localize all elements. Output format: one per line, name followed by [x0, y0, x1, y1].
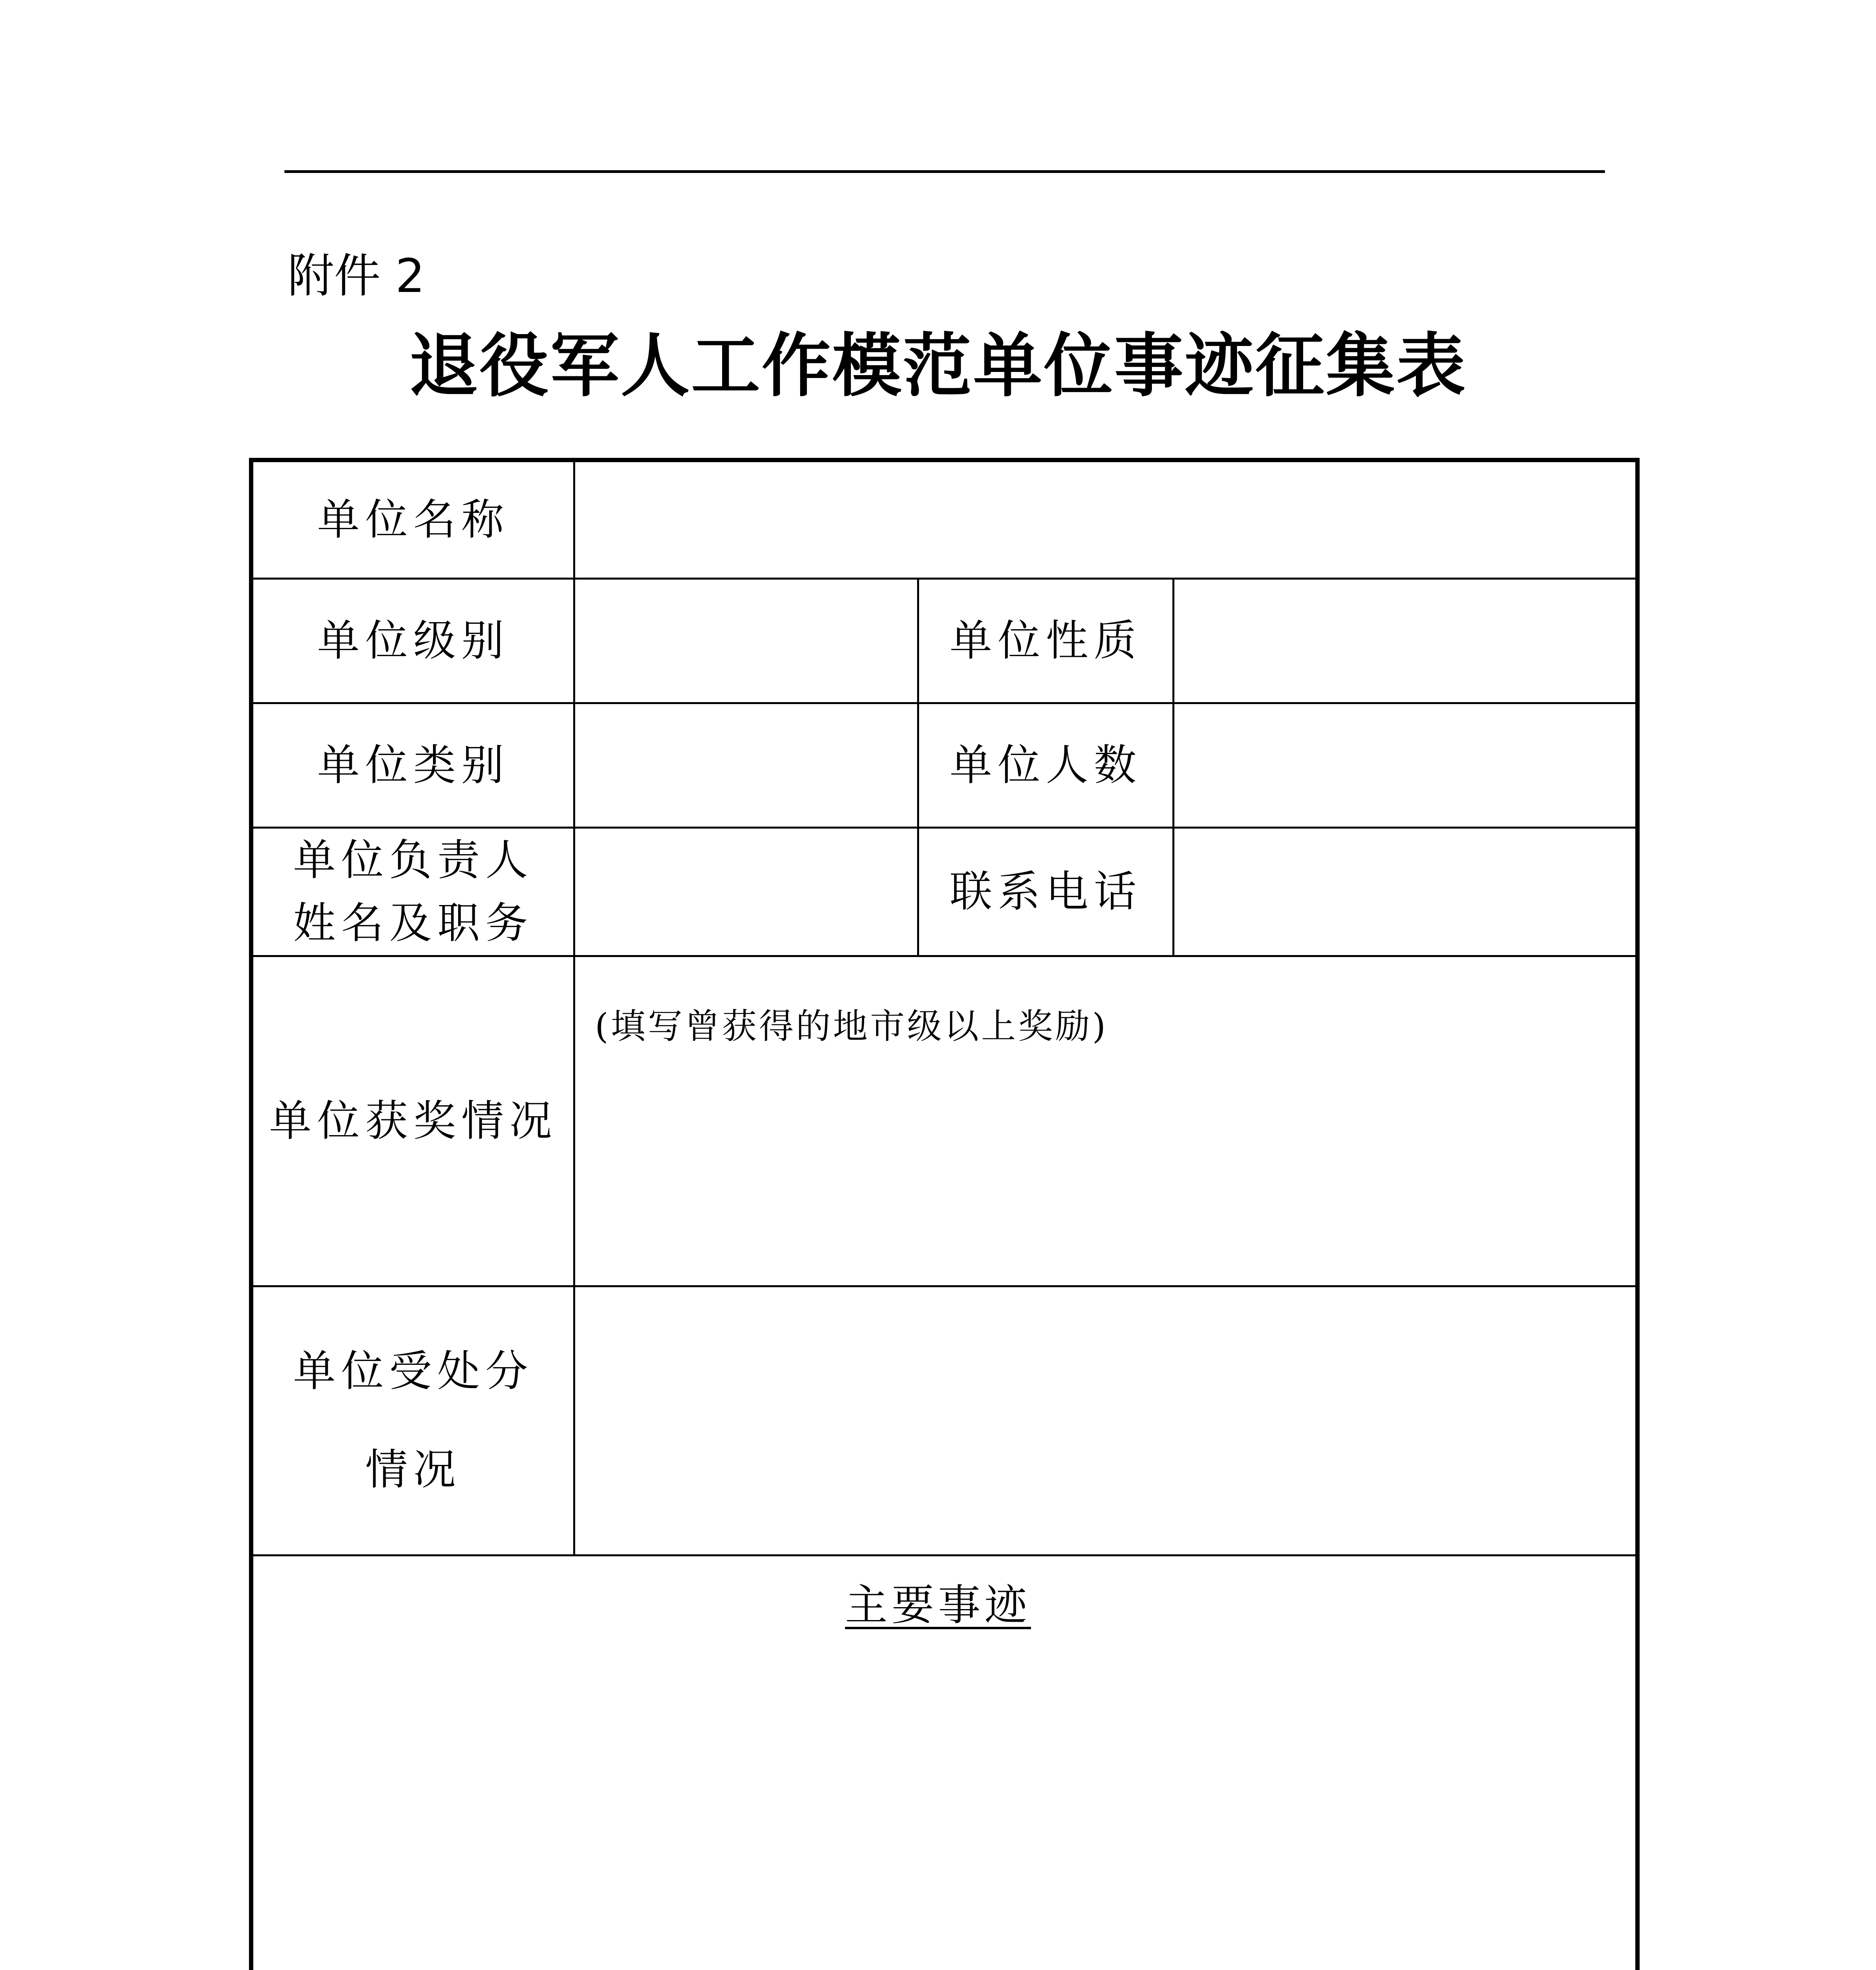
unit-name-label: 单位名称 [317, 495, 509, 545]
attachment-label: 附件 2 [288, 249, 425, 303]
penalty-label: 单位受处分 情况 [293, 1347, 533, 1494]
unit-category-field[interactable] [575, 704, 917, 827]
phone-label: 联系电话 [949, 867, 1142, 916]
main-deeds-heading: 主要事迹 [845, 1581, 1031, 1630]
unit-category-label: 单位类别 [317, 740, 509, 790]
awards-hint: (填写曾获得的地市级以上奖励) [595, 1006, 1108, 1046]
unit-headcount-field[interactable] [1174, 704, 1637, 827]
header-rule [284, 170, 1605, 173]
unit-nature-field[interactable] [1174, 580, 1637, 702]
unit-level-field[interactable] [575, 580, 917, 702]
phone-field[interactable] [1174, 829, 1637, 955]
unit-name-field[interactable] [575, 462, 1637, 578]
penalty-field[interactable] [575, 1287, 1637, 1554]
main-deeds-field[interactable] [253, 1635, 1637, 1970]
unit-head-field[interactable] [575, 829, 917, 955]
unit-nature-label: 单位性质 [949, 616, 1142, 665]
unit-headcount-label: 单位人数 [949, 740, 1142, 790]
row-divider [251, 1554, 1637, 1556]
form-title: 退役军人工作模范单位事迹征集表 [409, 326, 1467, 406]
awards-label: 单位获奖情况 [269, 1096, 557, 1146]
unit-level-label: 单位级别 [317, 616, 509, 665]
unit-head-label: 单位负责人 姓名及职务 [293, 835, 533, 948]
